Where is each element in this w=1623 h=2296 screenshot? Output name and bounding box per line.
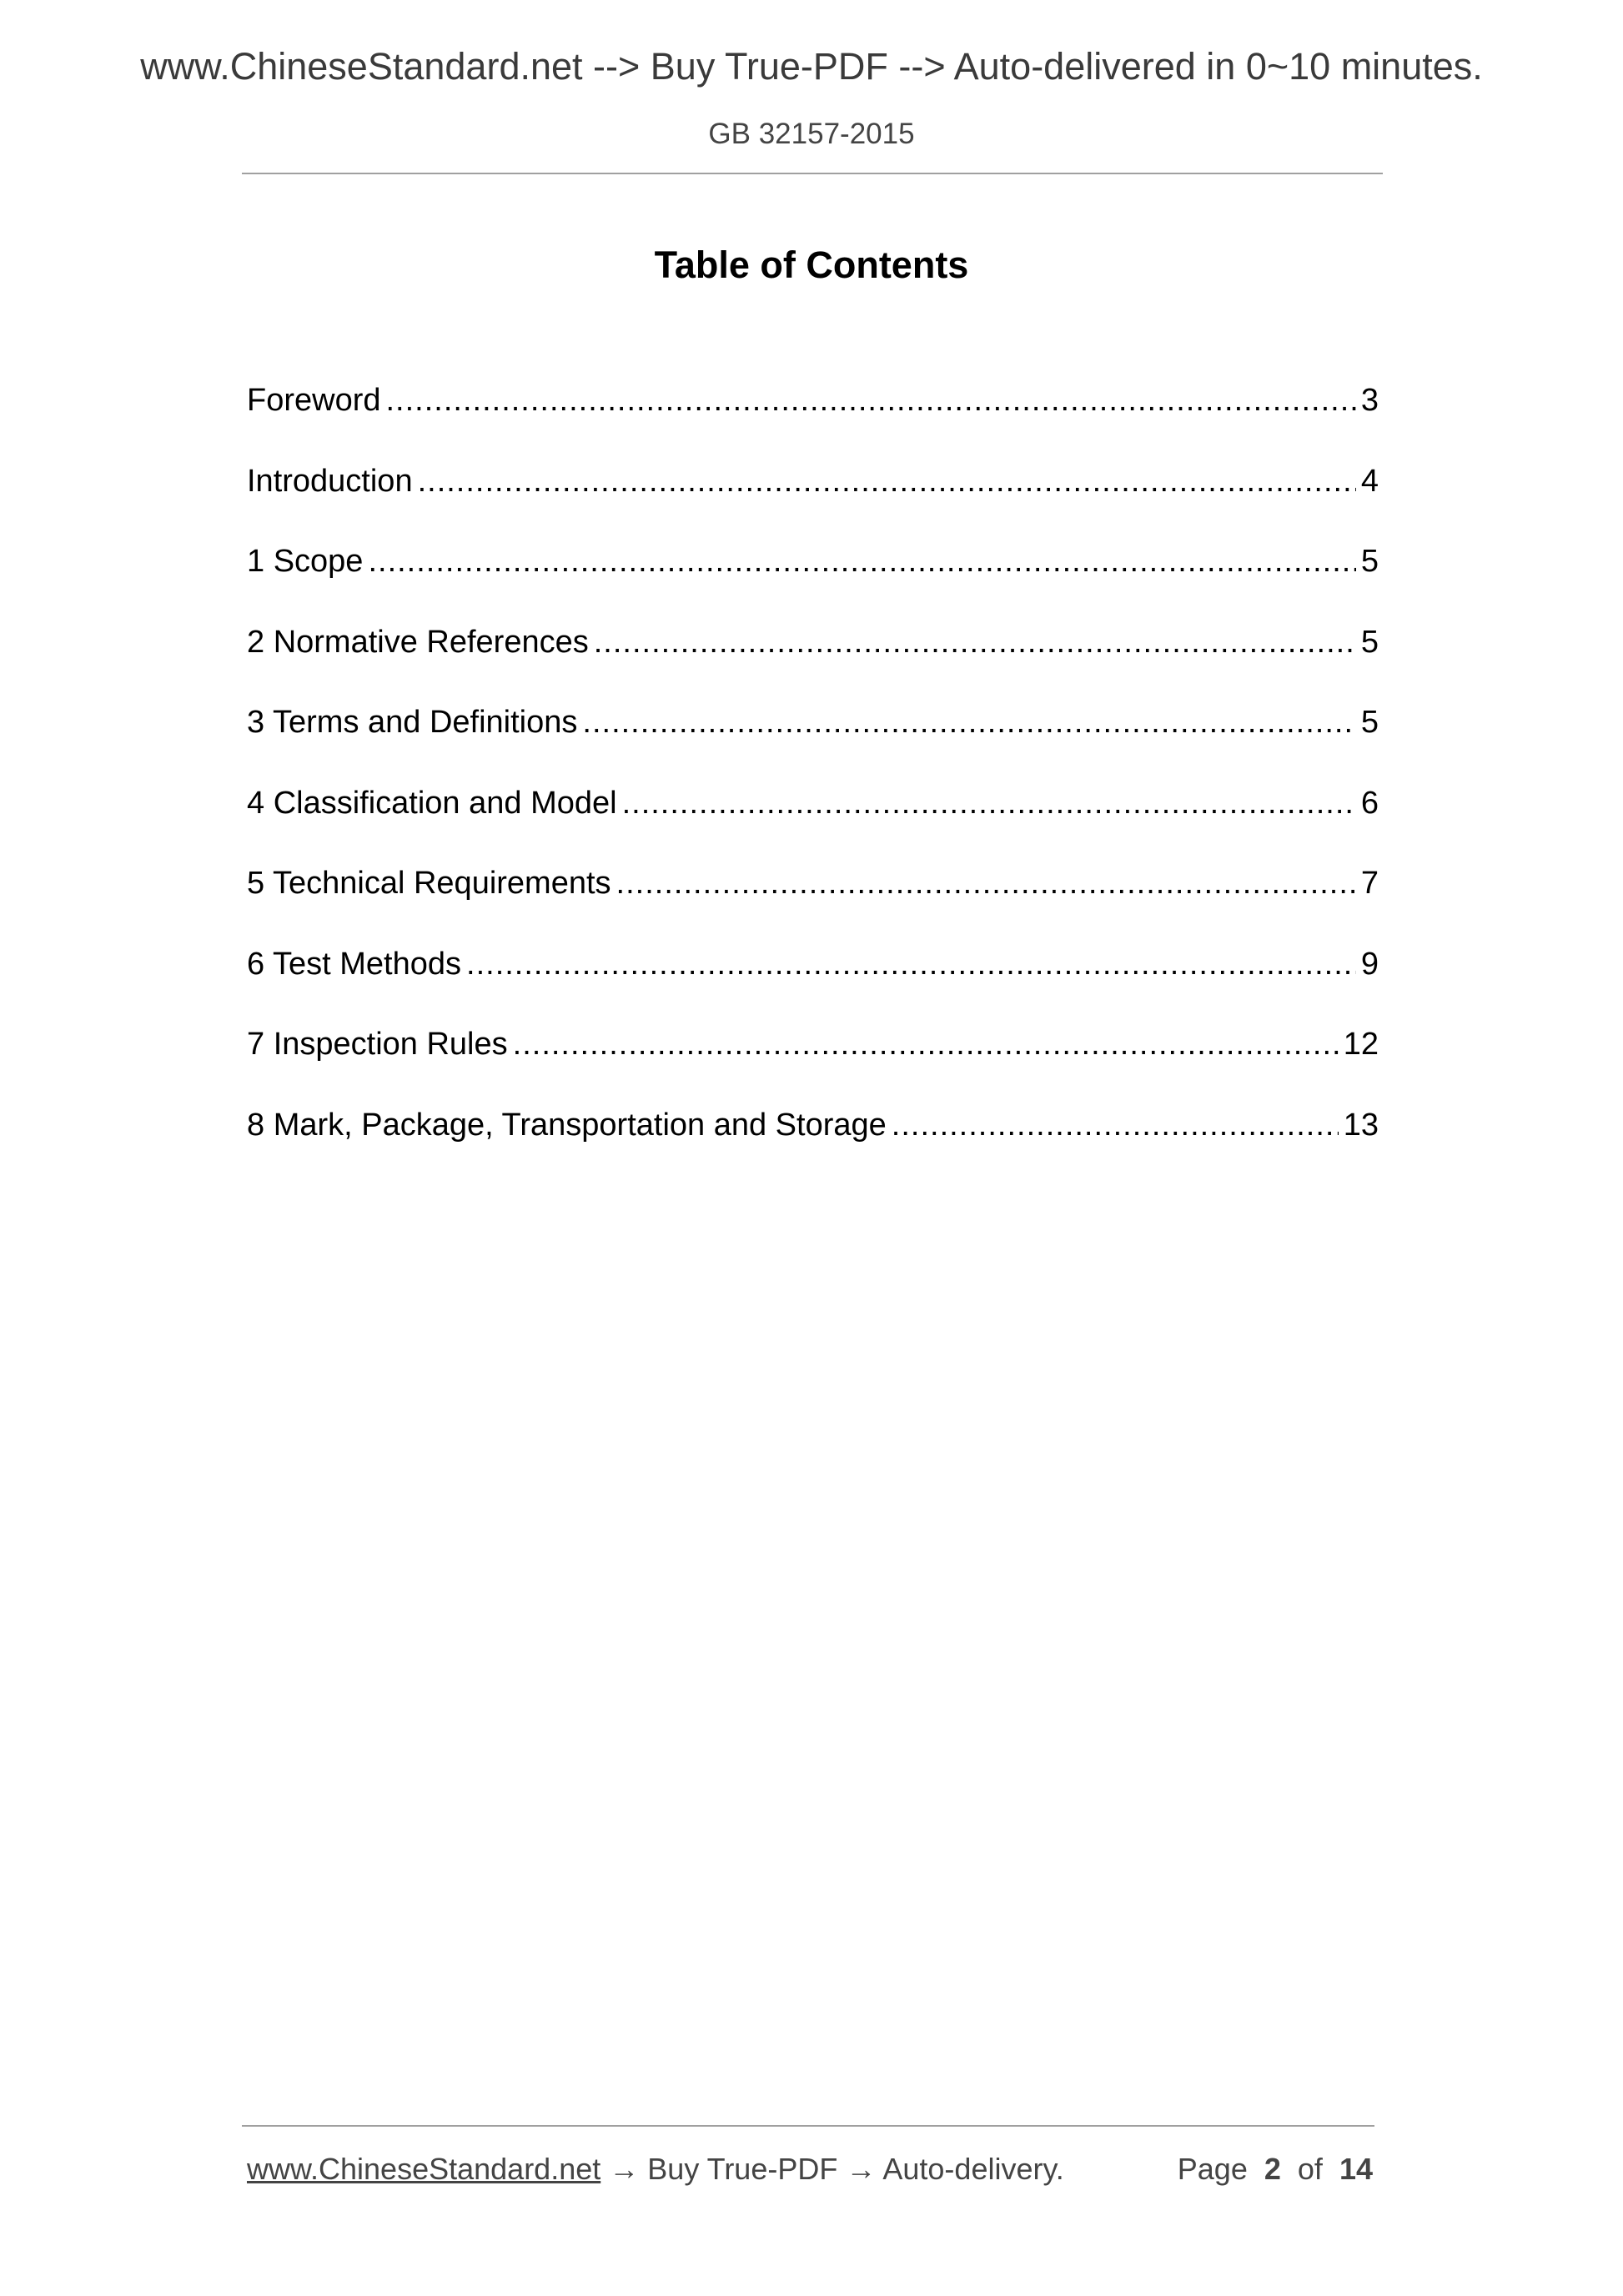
dot-leader — [386, 375, 1356, 425]
of-word: of — [1297, 2152, 1323, 2186]
toc-entry-label: Foreword — [247, 383, 381, 418]
toc-entry-label: 3 Terms and Definitions — [247, 705, 578, 740]
toc-entry-terms-definitions[interactable] — [247, 697, 1379, 778]
page-indicator — [1178, 2148, 1373, 2190]
toc-entry-mark-package-storage[interactable] — [247, 1100, 1379, 1181]
footer-buy-text: Buy True-PDF — [647, 2152, 838, 2186]
footer-delivery-text: Auto-delivery. — [882, 2152, 1064, 2186]
dot-leader — [368, 536, 1355, 586]
page-total: 14 — [1339, 2152, 1373, 2186]
site-banner: www.ChineseStandard.net --> Buy True-PDF --> Auto-delivered in 0~10 minutes. — [140, 45, 1483, 88]
toc-entry-label: Introduction — [247, 463, 413, 499]
toc-entry-page: 6 — [1360, 785, 1379, 821]
toc-entry-page: 13 — [1343, 1107, 1379, 1143]
dot-leader — [513, 1019, 1339, 1069]
toc-entry-inspection-rules[interactable] — [247, 1019, 1379, 1100]
toc-entry-test-methods[interactable] — [247, 939, 1379, 1020]
dot-leader — [616, 858, 1356, 908]
toc-entry-technical-requirements[interactable] — [247, 858, 1379, 939]
toc-entry-label: 7 Inspection Rules — [247, 1027, 508, 1062]
dot-leader — [594, 617, 1356, 667]
dot-leader — [622, 778, 1356, 828]
toc-list — [247, 375, 1379, 1180]
toc-entry-page: 12 — [1343, 1027, 1379, 1062]
header-divider — [242, 173, 1383, 174]
toc-entry-foreword[interactable] — [247, 375, 1379, 456]
toc-entry-label: 4 Classification and Model — [247, 785, 617, 821]
dot-leader — [892, 1100, 1339, 1150]
toc-title: Table of Contents — [654, 244, 969, 286]
toc-entry-page: 5 — [1360, 705, 1379, 740]
toc-entry-page: 7 — [1360, 866, 1379, 901]
toc-entry-page: 4 — [1360, 463, 1379, 499]
page-word: Page — [1177, 2152, 1248, 2186]
dot-leader — [418, 456, 1356, 506]
toc-entry-page: 9 — [1360, 946, 1379, 982]
toc-entry-page: 5 — [1360, 624, 1379, 660]
footer-promo — [247, 2148, 1064, 2190]
toc-entry-introduction[interactable] — [247, 456, 1379, 537]
toc-entry-page: 3 — [1360, 383, 1379, 418]
dot-leader — [582, 697, 1355, 747]
toc-entry-scope[interactable] — [247, 536, 1379, 617]
toc-entry-classification-model[interactable] — [247, 778, 1379, 859]
page-current: 2 — [1264, 2152, 1281, 2186]
toc-entry-label: 2 Normative References — [247, 624, 589, 660]
arrow-right-icon: → — [609, 2152, 640, 2186]
page-footer — [247, 2148, 1373, 2190]
toc-entry-label: 1 Scope — [247, 544, 364, 579]
footer-site-link[interactable]: www.ChineseStandard.net — [247, 2152, 601, 2186]
toc-entry-page: 5 — [1360, 544, 1379, 579]
dot-leader — [466, 939, 1356, 989]
toc-entry-label: 8 Mark, Package, Transportation and Storage — [247, 1107, 887, 1143]
toc-entry-label: 6 Test Methods — [247, 946, 462, 982]
arrow-right-icon: → — [846, 2152, 877, 2186]
footer-divider — [242, 2125, 1374, 2127]
toc-entry-label: 5 Technical Requirements — [247, 866, 611, 901]
toc-entry-normative-references[interactable] — [247, 617, 1379, 698]
document-number: GB 32157-2015 — [708, 118, 915, 150]
